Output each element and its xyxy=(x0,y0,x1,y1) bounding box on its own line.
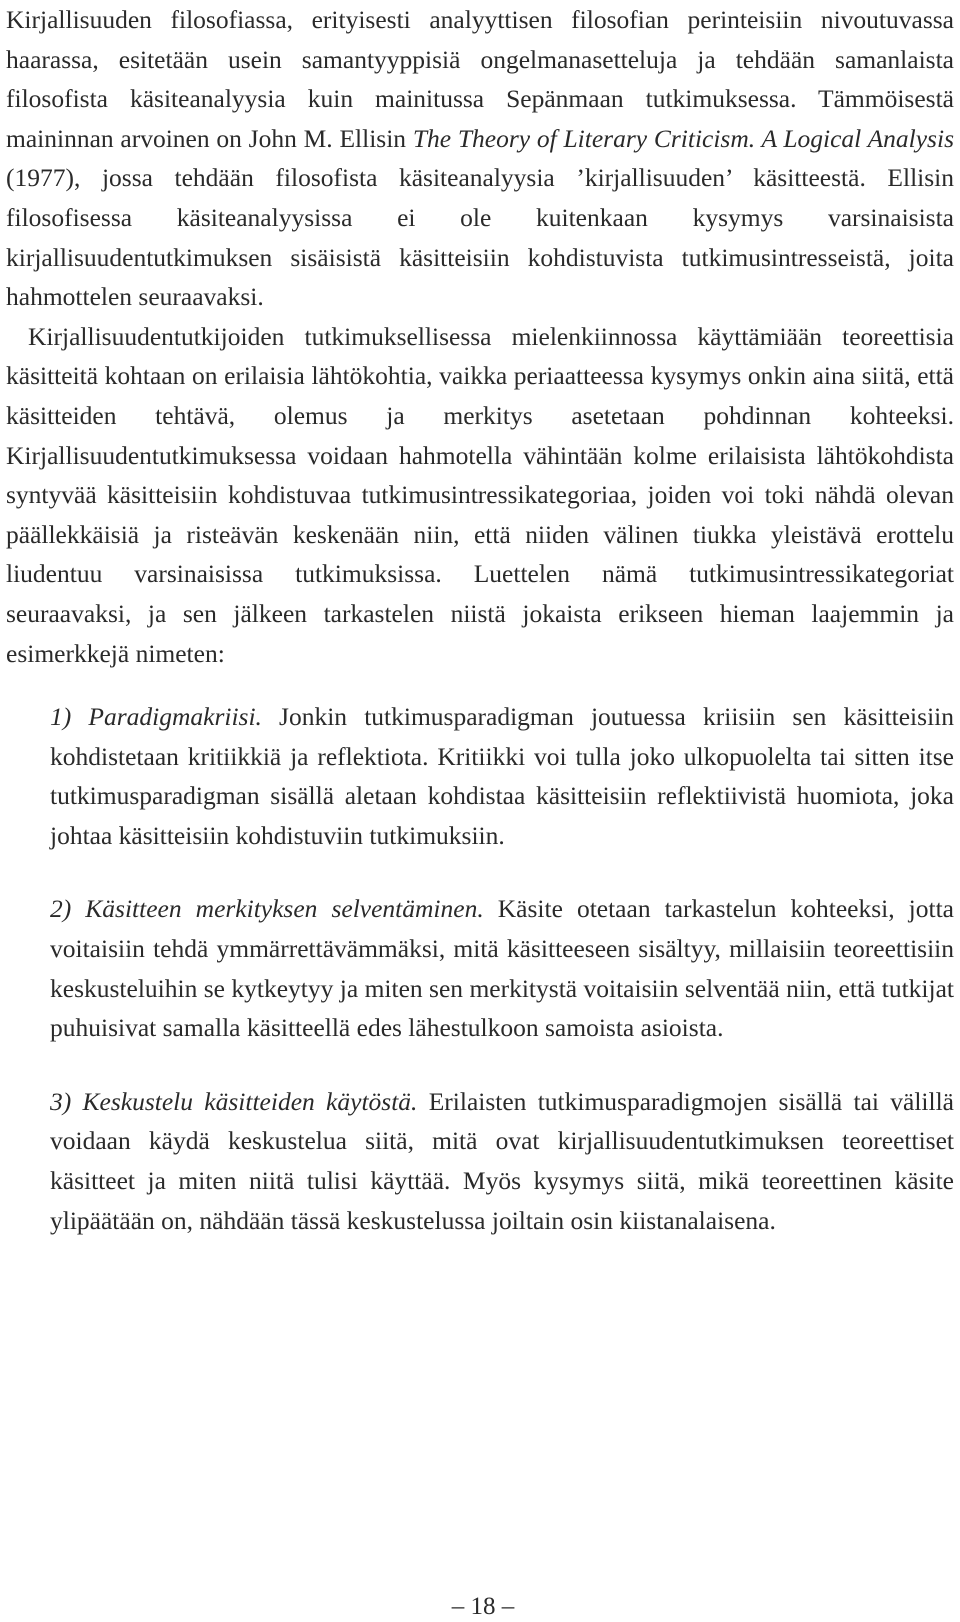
document-page xyxy=(6,0,954,1240)
list-item-heading: 3) Keskustelu käsitteiden käytöstä. xyxy=(50,1086,418,1116)
list-item xyxy=(50,697,954,855)
page-footer xyxy=(0,1592,960,1622)
list-item xyxy=(50,889,954,1047)
list-item-text: Käsite otetaan tarkastelun kohteeksi, jotta voitaisiin tehdä ymmärrettävämmäksi, mitä käsitteeseen sisältyy, millaisiin teoreettisiin keskusteluihin se kytkeytyy ja miten sen merkitystä voitaisiin selventää niin, että tutkijat puhuisivat samalla käsitteellä edes lähestulkoon samoista asioista. xyxy=(50,894,955,1043)
body-paragraph-1 xyxy=(6,0,954,317)
paragraph-1-text-a: Kirjallisuuden filosofiassa, erityisesti analyyttisen filosofian perinteisiin nivoutuvassa haarassa, esitetään usein samantyyppisiä ongelmanasetteluja ja tehdään samanlaista filosofista käsiteanalyysia kuin mainitussa Sepänmaan tutkimuksessa. Tämmöisestä maininnan arvoinen on John M. Ellisin xyxy=(6,5,954,153)
page-number: – 18 – xyxy=(451,1593,515,1620)
list-item-text: Jonkin tutkimusparadigman joutuessa kriisiin sen käsitteisiin kohdistetaan kritiikkiä ja reflektiota. Kritiikki voi tulla joko ulkopuolelta tai sitten itse tutkimusparadigman sisällä aletaan kohdistaa käsitteisiin reflektiivistä huomiota, joka johtaa käsitteisiin kohdistuviin tutkimuksiin. xyxy=(50,702,954,850)
body-paragraph-2: Kirjallisuudentutkijoiden tutkimuksellisessa mielenkiinnossa käyttämiään teoreettisia käsitteitä kohtaan on erilaisia lähtökohtia, vaikka periaatteessa kysymys onkin aina siitä, että käsitteiden tehtävä, olemus ja merkitys asetetaan pohdinnan kohteeksi. Kirjallisuudentutkimuksessa voidaan hahmotella vähintään kolme erilaisista lähtökohdista syntyvää käsitteisiin kohdistuvaa tutkimusintressikategoriaa, joiden voi toki nähdä olevan päällekkäisiä ja risteävän keskenään niin, että niiden välinen tiukka yleistävä erottelu liudentuu varsinaisissa tutkimuksissa. Luettelen nämä tutkimusintressikategoriat seuraavaksi, ja sen jälkeen tarkastelen niistä jokaista erikseen hieman laajemmin ja esimerkkejä nimeten: xyxy=(6,321,954,668)
list-item-text: Erilaisten tutkimusparadigmojen sisällä tai välillä voidaan käydä keskustelua siitä, mitä ovat kirjallisuudentutkimuksen teoreettiset käsitteet ja miten niitä tulisi käyttää. Myös kysymys siitä, mikä teoreettinen käsite ylipäätään on, nähdään tässä keskustelussa joiltain osin kiistanalaisena. xyxy=(50,1086,954,1235)
category-list xyxy=(50,697,954,1240)
book-title: The Theory of Literary Criticism. A Logical Analysis xyxy=(412,123,954,153)
paragraph-1-text-b: (1977), jossa tehdään filosofista käsiteanalyysia ’kirjallisuuden’ käsitteestä. Ellisin filosofisessa käsiteanalyysissa ei ole kuitenkaan kysymys varsinaisista kirjallisuudentutkimuksen sisäisistä käsitteisiin kohdistuvista tutkimusintresseistä, joita hahmottelen seuraavaksi. xyxy=(6,163,954,312)
list-item xyxy=(50,1082,954,1240)
list-item-heading: 2) Käsitteen merkityksen selventäminen. xyxy=(50,894,484,924)
list-item-heading: 1) Paradigmakriisi. xyxy=(50,702,262,732)
